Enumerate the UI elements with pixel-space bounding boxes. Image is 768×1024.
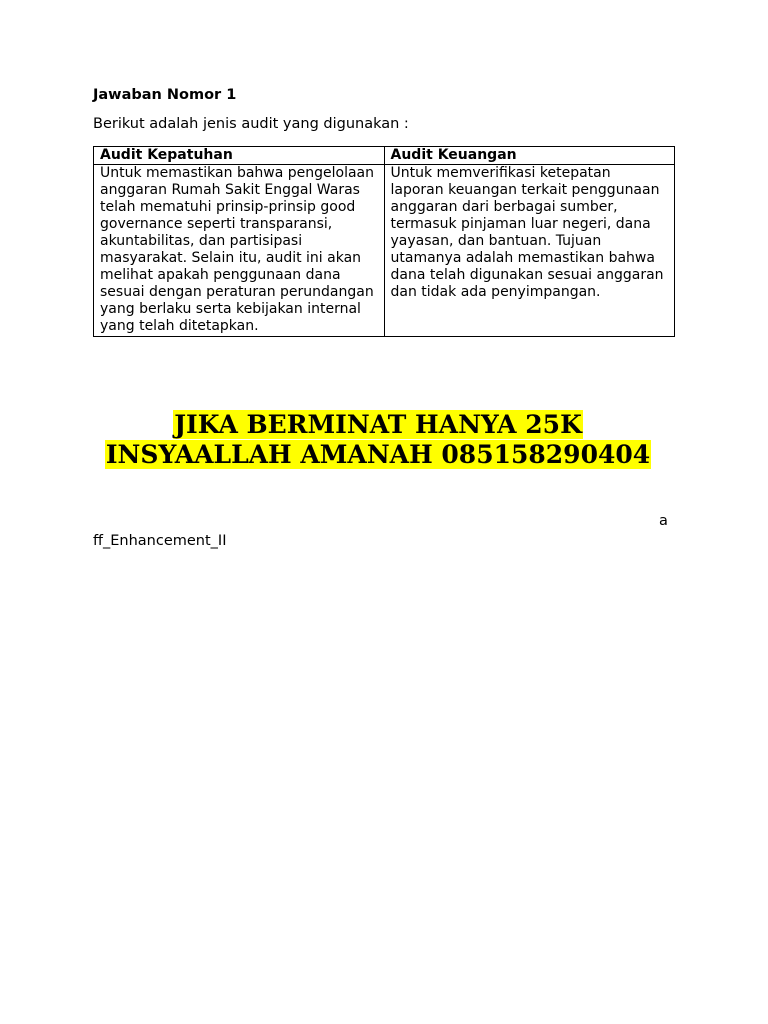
cell-audit-keuangan-description bbox=[384, 165, 675, 337]
header-audit-kepatuhan: Audit Kepatuhan bbox=[94, 147, 385, 165]
promo-banner bbox=[0, 410, 756, 470]
footer-code: ff_Enhancement_II bbox=[93, 533, 227, 549]
promo-line-1 bbox=[0, 410, 756, 440]
table-row bbox=[94, 165, 675, 337]
table-header-row bbox=[94, 147, 675, 165]
audit-types-table bbox=[93, 146, 675, 337]
promo-line-2-text: INSYAALLAH AMANAH 085158290404 bbox=[105, 440, 651, 469]
promo-line-1-text: JIKA BERMINAT HANYA 25K bbox=[174, 410, 582, 439]
answer-heading: Jawaban Nomor 1 bbox=[93, 87, 237, 103]
cell-audit-kepatuhan-description bbox=[94, 165, 385, 337]
cell-text: Untuk memverifikasi ketepatan laporan keuangan terkait penggunaan anggaran dari berbagai sumber, termasuk pinjaman luar negeri, dana yayasan, dan bantuan. Tujuan utamanya adalah memastikan bahwa dana telah digunakan sesuai anggaran dan tidak ada penyimpangan. bbox=[390, 165, 664, 300]
cell-text: Untuk memastikan bahwa pengelolaan anggaran Rumah Sakit Enggal Waras telah mematuhi prinsip-prinsip good governance seperti transparansi, akuntabilitas, dan partisipasi masyarakat. Selain itu, audit ini akan melihat apakah penggunaan dana sesuai dengan peraturan perundangan yang berlaku serta kebijakan internal yang telah ditetapkan. bbox=[100, 165, 375, 334]
promo-line-2 bbox=[0, 440, 756, 470]
stray-letter: a bbox=[659, 513, 668, 529]
intro-text: Berikut adalah jenis audit yang digunakan : bbox=[93, 116, 409, 132]
header-audit-keuangan: Audit Keuangan bbox=[384, 147, 675, 165]
